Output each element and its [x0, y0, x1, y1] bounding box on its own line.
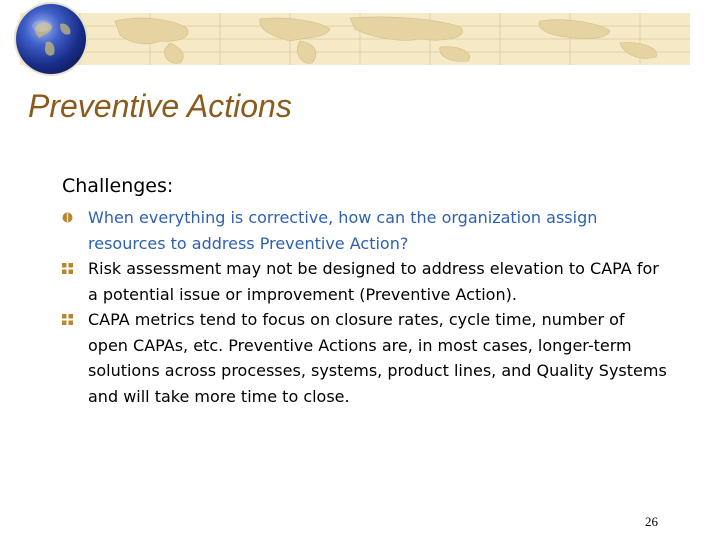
header-map-banner [20, 13, 690, 65]
bullet-marker-icon [62, 263, 73, 274]
bullet-text: Risk assessment may not be designed to address elevation to CAPA for a potential issue or improvement (Preventive Action). [88, 259, 659, 304]
bullet-marker-icon [62, 212, 73, 223]
world-map-pattern [20, 13, 690, 65]
bullet-text: CAPA metrics tend to focus on closure rates, cycle time, number of open CAPAs, etc. Preventive Actions are, in most cases, longer-term solutions across processes, systems, product lines, and Quality Systems and will take more time to close. [88, 310, 667, 406]
challenges-list [62, 205, 667, 409]
globe-icon [16, 4, 86, 74]
globe-continents [16, 4, 86, 74]
list-item [62, 307, 667, 409]
bullet-marker-icon [62, 314, 73, 325]
list-item [62, 205, 667, 256]
bullet-text: When everything is corrective, how can the organization assign resources to address Preventive Action? [88, 208, 598, 253]
list-item [62, 256, 667, 307]
page-title: Preventive Actions [28, 88, 292, 124]
challenges-heading: Challenges: [62, 175, 174, 197]
page-number: 26 [645, 514, 658, 529]
